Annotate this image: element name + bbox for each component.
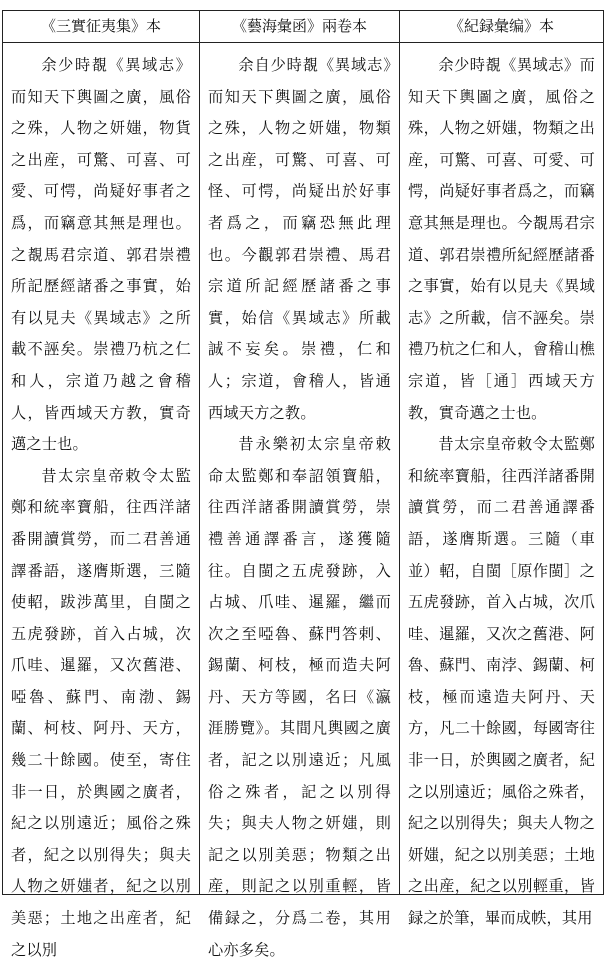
col1-paragraph-2: 昔太宗皇帝敕令太監鄭和統率寶船，往西洋諸番開讀賞勞，而二君善通譯番語，遂膺斯選，三隨使軺，跋涉萬里，自閩之五虎發跡，首入占城，次爪哇、暹羅，又次舊港、啞魯、蘇門、南渤、錫蘭、柯枝、阿丹、天方，幾二十餘國。使至，寄住非一日，於輿國之廣者，紀之以別遠近；風俗之殊者，紀之以別得失；與夫人物之妍媸者，紀之以別美惡；土地之出産者，紀之以別 xyxy=(11,466,191,959)
header-jilu-huibian: 《紀録彙编》本 xyxy=(399,11,603,42)
header-yihai-huihan: 《藝海彙函》兩卷本 xyxy=(199,11,399,42)
text-column-3 xyxy=(399,43,603,928)
col2-paragraph-1: 余自少時覩《異域志》而知天下輿圖之廣，風俗之殊，人物之妍媸，物類之出産，可驚、可喜、可怪、可愕，尚疑出於好事者爲之，而竊恐無此理也。今觀郭君崇禮、馬君宗道所記經歷諸番之事實，始信《異域志》所載誠不妄矣。崇禮，仁和人；宗道，會稽人，皆通西域天方之教。 xyxy=(208,56,391,422)
col3-paragraph-1: 余少時覩《異域志》而知天下輿圖之廣，風俗之殊，人物之妍媸，物類之出産，可驚、可喜、可愛、可愕，尚疑好事者爲之，而竊意其無是理也。今覩馬君宗道、郭君崇禮所紀經歷諸番之事實，始有以見夫《異域志》之所載，信不誣矣。崇禮乃杭之仁和人，會稽山樵宗道，皆［通］西域天方教，實奇邁之士也。 xyxy=(408,56,595,422)
col1-paragraph-1: 余少時覩《異域志》而知天下輿圖之廣，風俗之殊，人物之妍媸，物貨之出産，可驚、可喜、可愛、可愕，尚疑好事者之爲，而竊意其無是理也。之覩馬君宗道、郭君崇禮所記歷經諸番之事實，始有以見夫《異域志》之所載不誣矣。崇禮乃杭之仁和人，宗道乃越之會稽人，皆西域天方教，實奇邁之士也。 xyxy=(11,56,191,454)
text-column-2 xyxy=(199,43,399,959)
comparison-table xyxy=(2,10,604,959)
col2-paragraph-2: 昔永樂初太宗皇帝敕命太監鄭和奉詔領寶船，往西洋諸番開讀賞勞，崇禮善通譯番言，遂獲隨往。自閩之五虎發跡，入占城、爪哇、暹羅，繼而次之至啞魯、蘇門答剌、錫蘭、柯枝，極而造夫阿丹、天方等國，名曰《瀛涯勝覽》。其間凡輿國之廣者，記之以別遠近；凡風俗之殊者，記之以別得失；與夫人物之妍媸，則記之以別美惡；物類之出産，則記之以別重輕，皆備録之，分爲二卷，其用心亦多矣。 xyxy=(208,435,391,959)
table-header-row xyxy=(3,11,603,43)
text-column-1 xyxy=(3,43,199,959)
table-body-row xyxy=(3,43,603,959)
header-sanbao-zhengyi-ji: 《三實征夷集》本 xyxy=(40,17,161,35)
col3-paragraph-2: 昔太宗皇帝敕令太監鄭和統率寶船，往西洋諸番開讀賞勞，而二君善通譯番語，遂膺斯選。三隨（車並）軺，自閩［原作閩］之五虎發跡，首入占城，次爪哇、暹羅，又次之舊港、阿魯、蘇門、南浡、錫蘭、柯枝，極而遠造夫阿丹、天方，凡二十餘國，每國寄往非一日，於輿國之廣者，紀之以別遠近；風俗之殊者，紀之以別得失；與夫人物之妍媸，紀之以別美惡；土地之出産，紀之以別輕重，皆録之於筆，畢而成帙，其用 xyxy=(408,435,595,928)
